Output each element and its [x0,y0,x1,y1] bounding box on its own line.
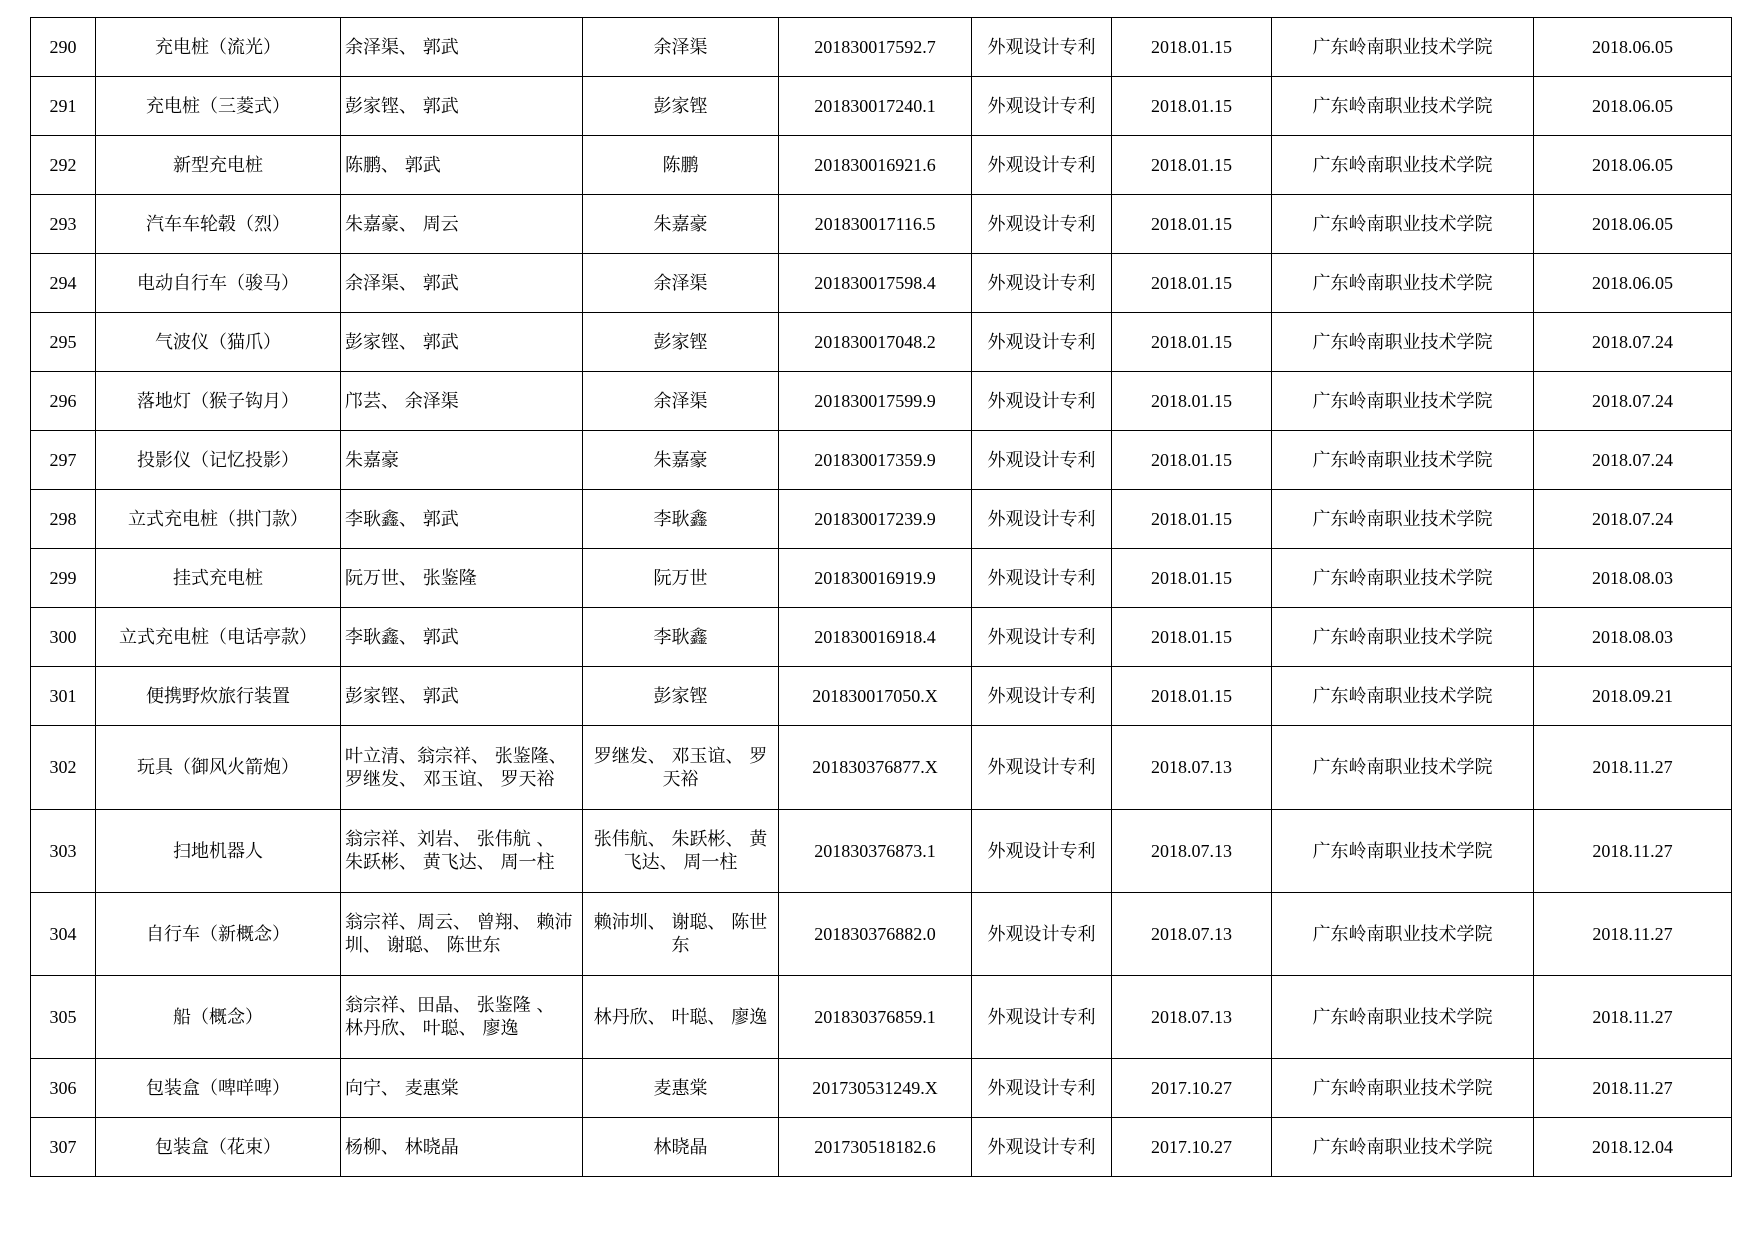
cell-application-number: 201830017239.9 [779,490,972,549]
table-body [31,18,1732,1177]
cell-application-number: 201730531249.X [779,1059,972,1118]
cell-design-name: 玩具（御风火箭炮） [96,726,341,810]
cell-application-number: 201830017048.2 [779,313,972,372]
cell-design-name: 充电桩（流光） [96,18,341,77]
cell-application-date: 2018.01.15 [1112,490,1272,549]
cell-first-inventor: 张伟航、 朱跃彬、 黄飞达、 周一柱 [583,810,779,893]
cell-design-name: 气波仪（猫爪） [96,313,341,372]
cell-first-inventor: 李耿鑫 [583,608,779,667]
cell-institution: 广东岭南职业技术学院 [1272,136,1534,195]
cell-grant-date: 2018.07.24 [1534,490,1732,549]
cell-grant-date: 2018.06.05 [1534,18,1732,77]
table-row [31,490,1732,549]
cell-inventors: 翁宗祥、周云、 曾翔、 赖沛圳、 谢聪、 陈世东 [341,893,583,976]
table-row [31,195,1732,254]
table-row [31,893,1732,976]
cell-institution: 广东岭南职业技术学院 [1272,549,1534,608]
cell-patent-type: 外观设计专利 [972,549,1112,608]
cell-institution: 广东岭南职业技术学院 [1272,195,1534,254]
cell-design-name: 船（概念） [96,976,341,1059]
table-row [31,254,1732,313]
cell-application-date: 2018.07.13 [1112,810,1272,893]
cell-patent-type: 外观设计专利 [972,608,1112,667]
cell-grant-date: 2018.06.05 [1534,136,1732,195]
cell-number: 302 [31,726,96,810]
cell-application-date: 2018.01.15 [1112,549,1272,608]
cell-institution: 广东岭南职业技术学院 [1272,810,1534,893]
cell-number: 303 [31,810,96,893]
cell-patent-type: 外观设计专利 [972,77,1112,136]
cell-inventors: 翁宗祥、田晶、 张鉴隆 、 林丹欣、 叶聪、 廖逸 [341,976,583,1059]
cell-application-number: 201830016921.6 [779,136,972,195]
cell-grant-date: 2018.06.05 [1534,195,1732,254]
cell-patent-type: 外观设计专利 [972,726,1112,810]
cell-inventors: 李耿鑫、 郭武 [341,608,583,667]
cell-first-inventor: 赖沛圳、 谢聪、 陈世东 [583,893,779,976]
cell-application-number: 201830376859.1 [779,976,972,1059]
cell-institution: 广东岭南职业技术学院 [1272,1059,1534,1118]
cell-first-inventor: 林丹欣、 叶聪、 廖逸 [583,976,779,1059]
cell-application-number: 201830017359.9 [779,431,972,490]
cell-application-date: 2018.01.15 [1112,18,1272,77]
cell-number: 300 [31,608,96,667]
cell-first-inventor: 陈鹏 [583,136,779,195]
cell-patent-type: 外观设计专利 [972,810,1112,893]
patent-table [30,17,1732,1177]
cell-first-inventor: 林晓晶 [583,1118,779,1177]
cell-design-name: 立式充电桩（电话亭款） [96,608,341,667]
table-row [31,976,1732,1059]
cell-grant-date: 2018.12.04 [1534,1118,1732,1177]
cell-application-date: 2018.07.13 [1112,893,1272,976]
cell-application-date: 2018.01.15 [1112,136,1272,195]
cell-number: 290 [31,18,96,77]
cell-number: 291 [31,77,96,136]
cell-application-number: 201730518182.6 [779,1118,972,1177]
cell-number: 292 [31,136,96,195]
cell-grant-date: 2018.06.05 [1534,77,1732,136]
cell-inventors: 杨柳、 林晓晶 [341,1118,583,1177]
cell-patent-type: 外观设计专利 [972,1118,1112,1177]
cell-inventors: 朱嘉豪 [341,431,583,490]
cell-grant-date: 2018.11.27 [1534,810,1732,893]
cell-patent-type: 外观设计专利 [972,1059,1112,1118]
table-row [31,372,1732,431]
cell-grant-date: 2018.09.21 [1534,667,1732,726]
cell-institution: 广东岭南职业技术学院 [1272,976,1534,1059]
cell-application-date: 2018.01.15 [1112,254,1272,313]
cell-grant-date: 2018.07.24 [1534,313,1732,372]
cell-first-inventor: 余泽渠 [583,372,779,431]
cell-application-number: 201830017592.7 [779,18,972,77]
cell-inventors: 陈鹏、 郭武 [341,136,583,195]
table-row [31,313,1732,372]
cell-inventors: 朱嘉豪、 周云 [341,195,583,254]
cell-application-number: 201830016919.9 [779,549,972,608]
cell-application-date: 2018.01.15 [1112,667,1272,726]
table-row [31,18,1732,77]
cell-application-date: 2018.01.15 [1112,77,1272,136]
cell-number: 305 [31,976,96,1059]
cell-first-inventor: 彭家铿 [583,667,779,726]
cell-number: 298 [31,490,96,549]
cell-inventors: 翁宗祥、刘岩、 张伟航 、 朱跃彬、 黄飞达、 周一柱 [341,810,583,893]
cell-grant-date: 2018.08.03 [1534,549,1732,608]
cell-application-date: 2018.07.13 [1112,976,1272,1059]
cell-grant-date: 2018.07.24 [1534,431,1732,490]
cell-institution: 广东岭南职业技术学院 [1272,313,1534,372]
cell-application-number: 201830017240.1 [779,77,972,136]
cell-institution: 广东岭南职业技术学院 [1272,1118,1534,1177]
cell-inventors: 李耿鑫、 郭武 [341,490,583,549]
cell-patent-type: 外观设计专利 [972,976,1112,1059]
cell-grant-date: 2018.11.27 [1534,893,1732,976]
cell-institution: 广东岭南职业技术学院 [1272,726,1534,810]
cell-application-number: 201830376882.0 [779,893,972,976]
cell-application-number: 201830017599.9 [779,372,972,431]
cell-institution: 广东岭南职业技术学院 [1272,667,1534,726]
cell-number: 293 [31,195,96,254]
cell-design-name: 汽车车轮毂（烈） [96,195,341,254]
cell-institution: 广东岭南职业技术学院 [1272,254,1534,313]
cell-first-inventor: 余泽渠 [583,254,779,313]
cell-institution: 广东岭南职业技术学院 [1272,77,1534,136]
cell-grant-date: 2018.08.03 [1534,608,1732,667]
cell-inventors: 邝芸、 余泽渠 [341,372,583,431]
cell-patent-type: 外观设计专利 [972,195,1112,254]
table-row [31,1059,1732,1118]
cell-grant-date: 2018.11.27 [1534,976,1732,1059]
cell-number: 299 [31,549,96,608]
table-row [31,431,1732,490]
cell-first-inventor: 阮万世 [583,549,779,608]
cell-first-inventor: 朱嘉豪 [583,195,779,254]
table-row [31,136,1732,195]
cell-number: 301 [31,667,96,726]
cell-design-name: 扫地机器人 [96,810,341,893]
cell-first-inventor: 余泽渠 [583,18,779,77]
cell-patent-type: 外观设计专利 [972,490,1112,549]
cell-patent-type: 外观设计专利 [972,667,1112,726]
cell-application-date: 2018.01.15 [1112,372,1272,431]
cell-patent-type: 外观设计专利 [972,18,1112,77]
cell-inventors: 余泽渠、 郭武 [341,18,583,77]
cell-application-date: 2018.01.15 [1112,608,1272,667]
cell-number: 297 [31,431,96,490]
table-row [31,667,1732,726]
cell-application-number: 201830017116.5 [779,195,972,254]
table-row [31,549,1732,608]
cell-inventors: 叶立清、翁宗祥、 张鉴隆、 罗继发、 邓玉谊、 罗天裕 [341,726,583,810]
cell-application-date: 2018.01.15 [1112,431,1272,490]
cell-design-name: 包装盒（啤咩啤） [96,1059,341,1118]
cell-design-name: 落地灯（猴子钩月） [96,372,341,431]
cell-application-date: 2017.10.27 [1112,1118,1272,1177]
table-row [31,608,1732,667]
cell-patent-type: 外观设计专利 [972,431,1112,490]
cell-inventors: 彭家铿、 郭武 [341,313,583,372]
cell-grant-date: 2018.11.27 [1534,1059,1732,1118]
cell-design-name: 新型充电桩 [96,136,341,195]
cell-first-inventor: 麦惠棠 [583,1059,779,1118]
cell-application-date: 2018.01.15 [1112,195,1272,254]
cell-institution: 广东岭南职业技术学院 [1272,608,1534,667]
cell-grant-date: 2018.06.05 [1534,254,1732,313]
cell-application-date: 2017.10.27 [1112,1059,1272,1118]
cell-application-number: 201830376873.1 [779,810,972,893]
cell-inventors: 余泽渠、 郭武 [341,254,583,313]
cell-number: 307 [31,1118,96,1177]
cell-grant-date: 2018.11.27 [1534,726,1732,810]
cell-patent-type: 外观设计专利 [972,254,1112,313]
cell-application-number: 201830017598.4 [779,254,972,313]
cell-institution: 广东岭南职业技术学院 [1272,18,1534,77]
cell-inventors: 彭家铿、 郭武 [341,77,583,136]
cell-institution: 广东岭南职业技术学院 [1272,490,1534,549]
cell-application-date: 2018.07.13 [1112,726,1272,810]
cell-inventors: 彭家铿、 郭武 [341,667,583,726]
cell-design-name: 投影仪（记忆投影） [96,431,341,490]
cell-design-name: 电动自行车（骏马） [96,254,341,313]
cell-application-number: 201830016918.4 [779,608,972,667]
cell-first-inventor: 罗继发、 邓玉谊、 罗天裕 [583,726,779,810]
cell-application-number: 201830376877.X [779,726,972,810]
cell-grant-date: 2018.07.24 [1534,372,1732,431]
cell-number: 295 [31,313,96,372]
cell-number: 294 [31,254,96,313]
cell-application-date: 2018.01.15 [1112,313,1272,372]
cell-first-inventor: 李耿鑫 [583,490,779,549]
cell-design-name: 充电桩（三菱式） [96,77,341,136]
cell-design-name: 立式充电桩（拱门款） [96,490,341,549]
cell-number: 296 [31,372,96,431]
cell-institution: 广东岭南职业技术学院 [1272,893,1534,976]
cell-design-name: 包装盒（花束） [96,1118,341,1177]
table-row [31,726,1732,810]
table-row [31,77,1732,136]
cell-institution: 广东岭南职业技术学院 [1272,372,1534,431]
cell-design-name: 便携野炊旅行装置 [96,667,341,726]
cell-inventors: 阮万世、 张鉴隆 [341,549,583,608]
cell-number: 304 [31,893,96,976]
cell-patent-type: 外观设计专利 [972,136,1112,195]
cell-patent-type: 外观设计专利 [972,372,1112,431]
cell-first-inventor: 彭家铿 [583,313,779,372]
cell-patent-type: 外观设计专利 [972,893,1112,976]
table-row [31,810,1732,893]
cell-number: 306 [31,1059,96,1118]
table-row [31,1118,1732,1177]
cell-design-name: 挂式充电桩 [96,549,341,608]
cell-first-inventor: 彭家铿 [583,77,779,136]
cell-design-name: 自行车（新概念） [96,893,341,976]
cell-inventors: 向宁、 麦惠棠 [341,1059,583,1118]
cell-institution: 广东岭南职业技术学院 [1272,431,1534,490]
cell-first-inventor: 朱嘉豪 [583,431,779,490]
cell-application-number: 201830017050.X [779,667,972,726]
cell-patent-type: 外观设计专利 [972,313,1112,372]
